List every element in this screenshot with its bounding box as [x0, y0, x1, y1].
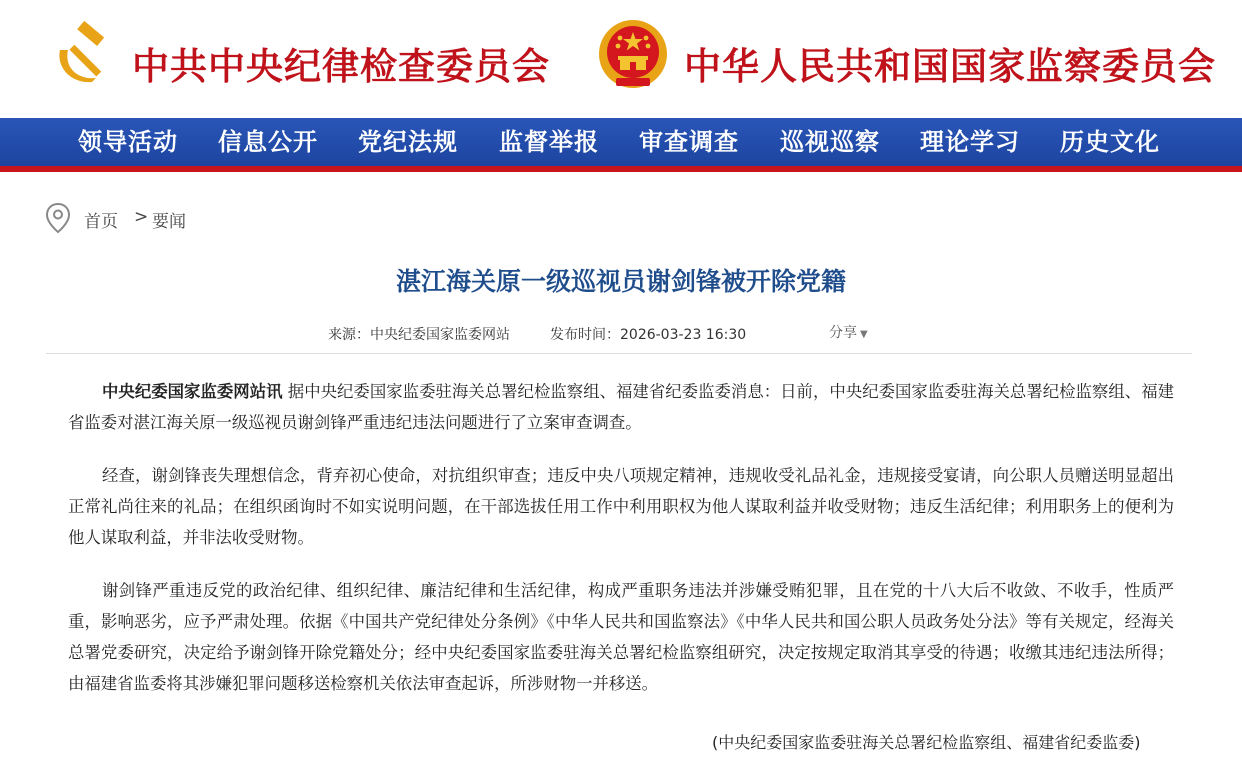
- breadcrumb-current[interactable]: 要闻: [152, 212, 186, 232]
- article-paragraph-2: 经查，谢剑锋丧失理想信念，背弃初心使命，对抗组织审查；违反中央八项规定精神，违规收受礼品礼金，违规接受宴请，向公职人员赠送明显超出正常礼尚往来的礼品；在组织函询时不如实说明问题，在干部选拔任用工作中利用职权为他人谋取利益并收受财物；违反生活纪律；利用职务上的便利为他人谋取利益，并非法收受财物。: [68, 466, 1174, 547]
- breadcrumb-separator: >: [134, 207, 149, 227]
- article-title: 湛江海关原一级巡视员谢剑锋被开除党籍: [395, 267, 846, 296]
- nav-item-inspection[interactable]: 巡视巡察: [780, 127, 880, 156]
- article-paragraph-1: [68, 376, 1174, 438]
- divider: [46, 353, 1192, 354]
- location-pin-icon: [44, 202, 72, 234]
- nav-item-leadership[interactable]: 领导活动: [78, 127, 178, 156]
- national-emblem-icon[interactable]: [596, 18, 670, 94]
- time-label: 发布时间：: [550, 327, 620, 343]
- time-value: 2026-03-23 16:30: [620, 327, 747, 343]
- nav-item-regulations[interactable]: 党纪法规: [358, 127, 458, 156]
- nav-item-theory[interactable]: 理论学习: [920, 127, 1020, 156]
- source-label: 来源：: [328, 327, 370, 343]
- article-time: [550, 324, 746, 344]
- article-source: [328, 324, 510, 344]
- party-emblem-icon[interactable]: [48, 20, 120, 92]
- site-title-nsc: 中华人民共和国国家监察委员会: [684, 44, 1216, 88]
- source-value: 中央纪委国家监委网站: [370, 327, 510, 343]
- share-label: 分享: [829, 325, 857, 341]
- breadcrumb-home[interactable]: 首页: [84, 212, 118, 232]
- paragraph-1-text: 据中央纪委国家监委驻海关总署纪检监察组、福建省纪委监委消息：日前，中央纪委国家监委驻海关总署纪检监察组、福建省监委对湛江海关原一级巡视员谢剑锋严重违纪违法问题进行了立案审查调查。: [68, 382, 1175, 432]
- nav-item-report[interactable]: 监督举报: [499, 127, 599, 156]
- nav-item-history[interactable]: 历史文化: [1060, 127, 1160, 156]
- site-title-ccdi: 中共中央纪律检查委员会: [132, 44, 550, 88]
- nav-item-investigation[interactable]: 审查调查: [639, 127, 739, 156]
- main-nav: [0, 118, 1242, 172]
- share-button[interactable]: [829, 322, 868, 342]
- article-paragraph-3: 谢剑锋严重违反党的政治纪律、组织纪律、廉洁纪律和生活纪律，构成严重职务违法并涉嫌受贿犯罪，且在党的十八大后不收敛、不收手，性质严重，影响恶劣，应予严肃处理。依据《中国共产党纪律处分条例》《中华人民共和国监察法》《中华人民共和国公职人员政务处分法》等有关规定，经海关总署党委研究，决定给予谢剑锋开除党籍处分；经中央纪委国家监委驻海关总署纪检监察组研究，决定按规定取消其享受的待遇；收缴其违纪违法所得；由福建省监委将其涉嫌犯罪问题移送检察机关依法审查起诉，所涉财物一并移送。: [68, 581, 1174, 693]
- lead-bold: 中央纪委国家监委网站讯: [102, 382, 283, 401]
- nav-item-info-disclosure[interactable]: 信息公开: [218, 127, 318, 156]
- site-header: [0, 0, 1242, 118]
- caret-down-icon: ▼: [860, 329, 868, 340]
- article-signature: (中央纪委国家监委驻海关总署纪检监察组、福建省纪委监委): [712, 733, 1141, 752]
